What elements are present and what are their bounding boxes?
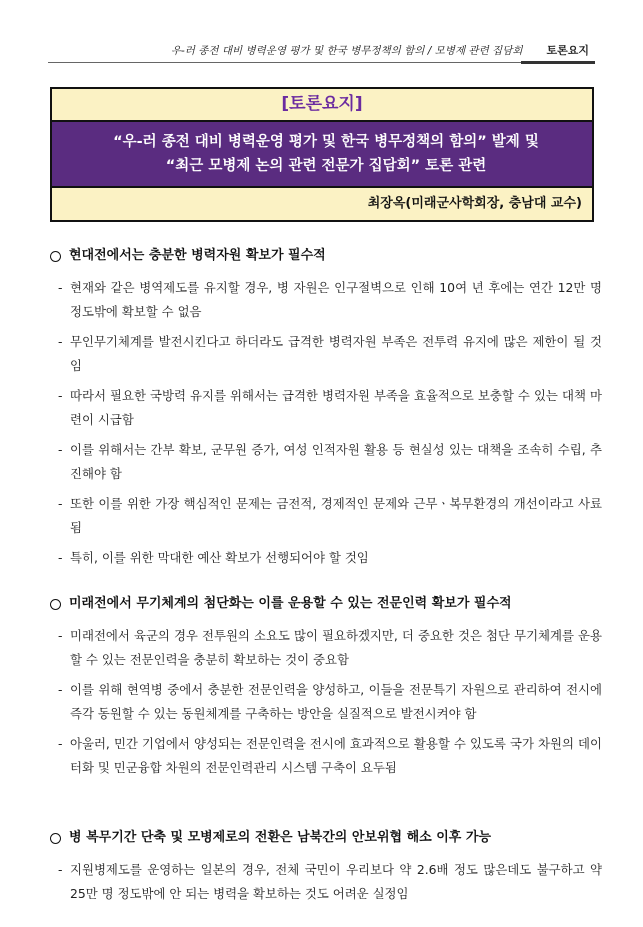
section-title-text: 미래전에서 무기체계의 첨단화는 이를 운용할 수 있는 전문인력 확보가 필수적 [69,596,512,611]
list-item-text: 무인무기체계를 발전시킨다고 하더라도 급격한 병력자원 부족은 전투력 유지에 많은 제한이 될 것임 [70,334,602,373]
section [50,594,602,786]
section-tag: 토론요지 [546,44,589,57]
author-line: 최장옥(미래군사학회장, 충남대 교수) [52,188,592,220]
bullet-list [50,276,602,570]
list-item-text: 또한 이를 위한 가장 핵심적인 문제는 금전적, 경제적인 문제와 근무ㆍ복무환경의 개선이라고 사료됨 [70,496,602,535]
title-line: “우-러 종전 대비 병력운영 평가 및 한국 병무정책의 함의” 발제 및 [113,134,539,150]
list-item: - 따라서 필요한 국방력 유지를 위해서는 급격한 병력자원 부족을 효율적으로 보충할 수 있는 대책 마련이 시급함 [58,388,602,427]
circle-bullet-icon [50,599,61,610]
title-box [50,87,594,222]
title-label: [토론요지] [52,89,592,122]
list-item-text: 이를 위해서는 간부 확보, 군무원 증가, 여성 인적자원 활용 등 현실성 있는 대책을 조속히 수립, 추진해야 함 [70,442,602,481]
circle-bullet-icon [50,833,61,844]
title-banner [52,122,592,188]
list-item-text: 따라서 필요한 국방력 유지를 위해서는 급격한 병력자원 부족을 효율적으로 보충할 수 있는 대책 마련이 시급함 [70,388,602,427]
list-item: - 현재와 같은 병역제도를 유지할 경우, 병 자원은 인구절벽으로 인해 10여 년 후에는 연간 12만 명 정도밖에 확보할 수 없음 [58,280,602,319]
list-item-text: 아울러, 민간 기업에서 양성되는 전문인력을 전시에 효과적으로 활용할 수 있도록 국가 차원의 데이터화 및 민군융합 차원의 전문인력관리 시스템 구축이 요두됨 [70,736,602,775]
list-item: - 특히, 이를 위한 막대한 예산 확보가 선행되어야 할 것임 [58,550,369,565]
list-item-text: 현재와 같은 병역제도를 유지할 경우, 병 자원은 인구절벽으로 인해 10여 년 후에는 연간 12만 명 정도밖에 확보할 수 없음 [70,280,602,319]
section-title [50,246,602,266]
section [50,828,602,912]
circle-bullet-icon [50,251,61,262]
header-rule-accent [521,61,595,64]
list-item-text: 특히, 이를 위한 막대한 예산 확보가 선행되어야 할 것임 [70,550,369,565]
list-item: - 지원병제도를 운영하는 일본의 경우, 전체 국민이 우리보다 약 2.6배 정도 많은데도 불구하고 약 25만 명 정도밖에 안 되는 병력을 확보하는 것도 어려운 실정임 [58,862,602,901]
list-item-text: 지원병제도를 운영하는 일본의 경우, 전체 국민이 우리보다 약 2.6배 정도 많은데도 불구하고 약 25만 명 정도밖에 안 되는 병력을 확보하는 것도 어려운 실정임 [70,862,602,901]
list-item: - 또한 이를 위한 가장 핵심적인 문제는 금전적, 경제적인 문제와 근무ㆍ복무환경의 개선이라고 사료됨 [58,496,602,535]
title-line: “최근 모병제 논의 관련 전문가 집담회” 토론 관련 [165,158,487,174]
list-item: - 이를 위해 현역병 중에서 충분한 전문인력을 양성하고, 이들을 전문특기 자원으로 관리하여 전시에 즉각 동원할 수 있는 동원체계를 구축하는 방안을 실질적으로 발전시켜야 함 [58,682,602,721]
section-title [50,828,602,848]
list-item-text: 미래전에서 육군의 경우 전투원의 소요도 많이 필요하겠지만, 더 중요한 것은 첨단 무기체계를 운용할 수 있는 전문인력을 충분히 확보하는 것이 중요함 [70,628,602,667]
bullet-list [50,858,602,906]
page-header [48,40,595,62]
list-item: - 아울러, 민간 기업에서 양성되는 전문인력을 전시에 효과적으로 활용할 수 있도록 국가 차원의 데이터화 및 민군융합 차원의 전문인력관리 시스템 구축이 요두됨 [58,736,602,775]
header-rule [48,62,595,63]
section-title-text: 현대전에서는 충분한 병력자원 확보가 필수적 [69,248,326,263]
list-item: - 이를 위해서는 간부 확보, 군무원 증가, 여성 인적자원 활용 등 현실성 있는 대책을 조속히 수립, 추진해야 함 [58,442,602,481]
bullet-list [50,624,602,780]
section-title [50,594,602,614]
section-title-text: 병 복무기간 단축 및 모병제로의 전환은 남북간의 안보위협 해소 이후 가능 [69,830,491,845]
section [50,246,602,576]
running-title: 우-러 종전 대비 병력운영 평가 및 한국 병무정책의 함의 / 모병제 관련 집담회 [170,45,523,57]
list-item: - 미래전에서 육군의 경우 전투원의 소요도 많이 필요하겠지만, 더 중요한 것은 첨단 무기체계를 운용할 수 있는 전문인력을 충분히 확보하는 것이 중요함 [58,628,602,667]
list-item-text: 이를 위해 현역병 중에서 충분한 전문인력을 양성하고, 이들을 전문특기 자원으로 관리하여 전시에 즉각 동원할 수 있는 동원체계를 구축하는 방안을 실질적으로 발전시켜야 함 [70,682,602,721]
list-item: - 무인무기체계를 발전시킨다고 하더라도 급격한 병력자원 부족은 전투력 유지에 많은 제한이 될 것임 [58,334,602,373]
